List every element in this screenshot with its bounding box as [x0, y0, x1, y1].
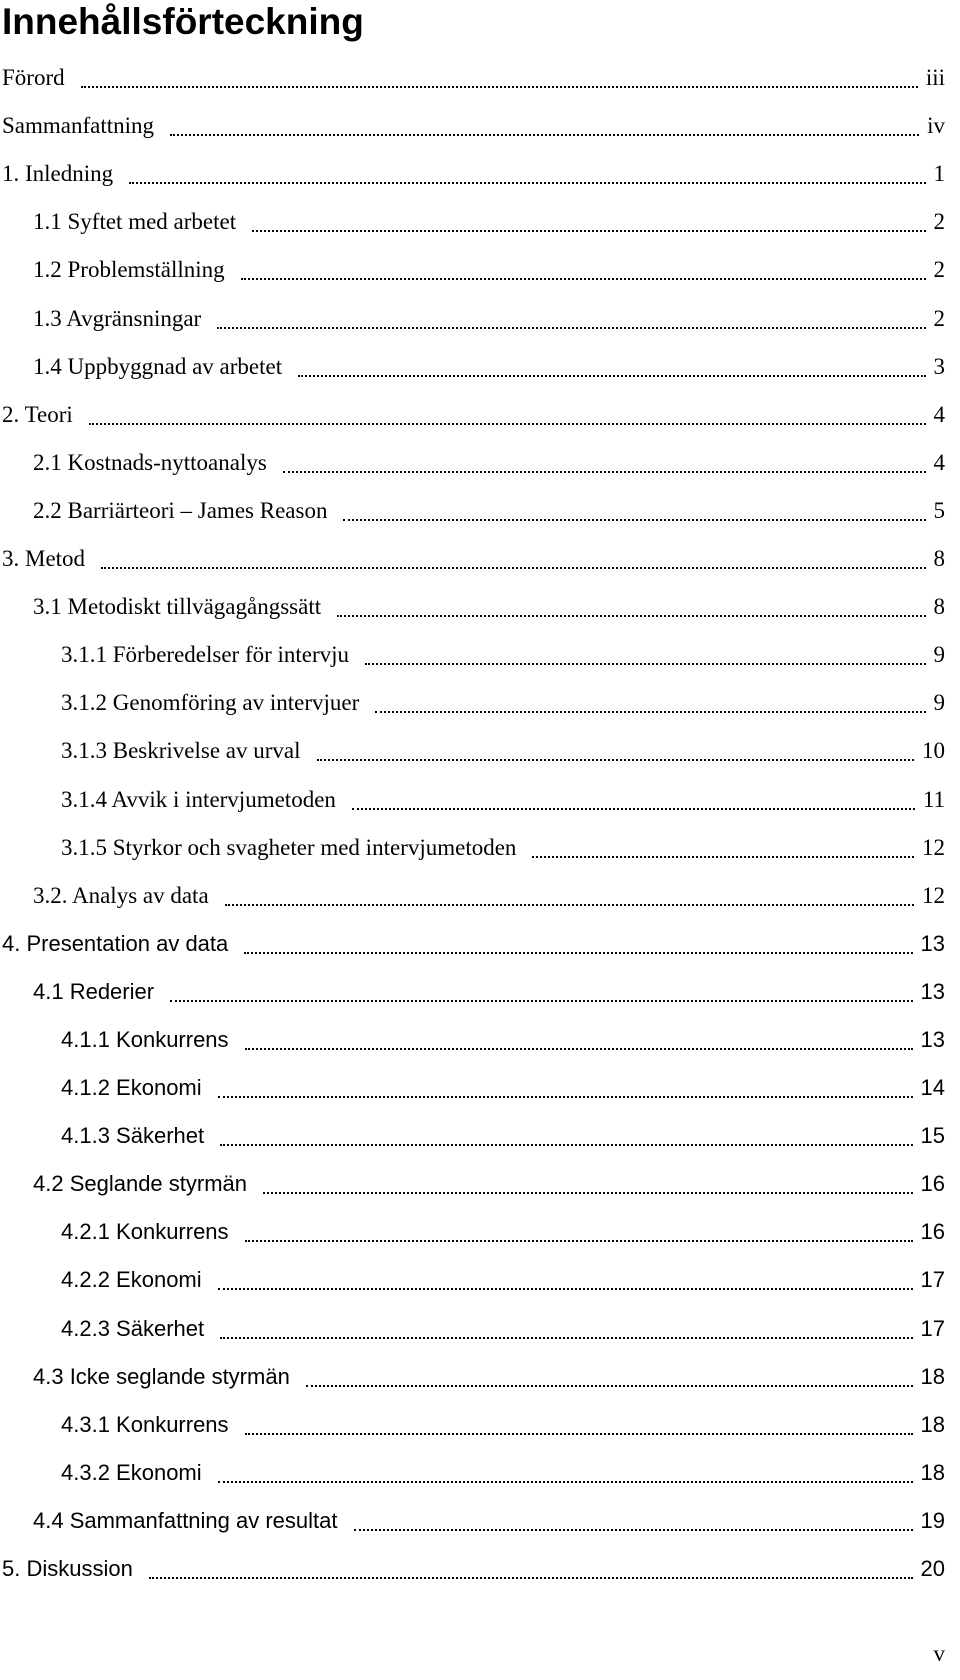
toc-entry[interactable]: [0, 343, 960, 391]
toc-entry-page: 18: [920, 1411, 945, 1437]
toc-entry[interactable]: [0, 439, 960, 487]
toc-entry-title: Sammanfattning: [2, 113, 155, 139]
toc-entry-title: 3.1.2 Genomföring av intervjuer: [61, 690, 360, 716]
toc-entry-page: 1: [933, 161, 945, 187]
toc-entry-title: 4.4 Sammanfattning av resultat: [33, 1507, 338, 1533]
toc-entry-page: 4: [933, 401, 945, 427]
toc-entry-page: 18: [920, 1459, 945, 1485]
toc-leader-dots: [241, 278, 926, 280]
toc-leader-dots: [225, 904, 914, 906]
toc-leader-dots: [129, 182, 925, 184]
toc-entry[interactable]: [0, 1449, 960, 1497]
toc-entry-page: 19: [920, 1507, 945, 1533]
toc-leader-dots: [365, 663, 925, 665]
toc-leader-dots: [89, 423, 926, 425]
toc-entry[interactable]: [0, 1208, 960, 1256]
toc-leader-dots: [532, 856, 914, 858]
toc-entry[interactable]: [0, 1353, 960, 1401]
toc-entry-page: 17: [920, 1267, 945, 1293]
toc-entry-page: 8: [933, 546, 945, 572]
toc-leader-dots: [218, 1288, 913, 1290]
toc-entry-page: 2: [933, 257, 945, 283]
toc-entry[interactable]: [0, 920, 960, 968]
toc-entry-title: 5. Diskussion: [2, 1556, 133, 1581]
toc-entry-page: iv: [927, 113, 945, 139]
toc-entry-page: 11: [922, 786, 945, 812]
toc-entry-title: 2. Teori: [2, 401, 73, 427]
toc-leader-dots: [220, 1144, 912, 1146]
toc-leader-dots: [244, 952, 912, 954]
toc-entry[interactable]: [0, 535, 960, 583]
toc-leader-dots: [375, 711, 925, 713]
toc-entry-page: 2: [933, 305, 945, 331]
toc-entry[interactable]: [0, 968, 960, 1016]
toc-entry-page: 16: [920, 1219, 945, 1245]
toc-entry-title: 4.2.3 Säkerhet: [61, 1315, 205, 1341]
toc-entry-page: 3: [933, 353, 945, 379]
toc-entry[interactable]: [0, 102, 960, 150]
toc-leader-dots: [352, 808, 915, 810]
toc-leader-dots: [252, 230, 925, 232]
toc-entry-title: 4. Presentation av data: [2, 930, 229, 956]
toc-entry-page: 2: [933, 209, 945, 235]
toc-entry-page: 12: [922, 882, 945, 908]
toc-entry-page: 5: [933, 497, 945, 523]
toc-entry[interactable]: [0, 246, 960, 294]
toc-entry-title: 1.3 Avgränsningar: [33, 305, 202, 331]
toc-entry-title: 3.1.3 Beskrivelse av urval: [61, 738, 301, 764]
footer-page-number: v: [933, 1641, 945, 1666]
toc-leader-dots: [101, 567, 925, 569]
toc-entry[interactable]: [0, 1112, 960, 1160]
toc-leader-dots: [220, 1337, 912, 1339]
toc-entry[interactable]: [0, 1064, 960, 1112]
toc-entry[interactable]: [0, 727, 960, 775]
toc-leader-dots: [298, 375, 925, 377]
toc-entry[interactable]: [0, 872, 960, 920]
toc-leader-dots: [354, 1529, 913, 1531]
toc-entry-page: 12: [922, 834, 945, 860]
toc-entry-title: 3.1 Metodiskt tillvägagångssätt: [33, 594, 322, 620]
toc-entry[interactable]: [0, 824, 960, 872]
toc-entry[interactable]: [0, 1016, 960, 1064]
toc-entry[interactable]: [0, 294, 960, 342]
toc-entry-page: 14: [920, 1075, 945, 1101]
toc-list: [0, 54, 960, 1593]
toc-entry-title: Förord: [2, 65, 65, 91]
toc-entry[interactable]: [0, 54, 960, 102]
toc-leader-dots: [170, 1000, 912, 1002]
toc-entry[interactable]: [0, 391, 960, 439]
toc-entry-title: 2.1 Kostnads-nyttoanalys: [33, 449, 267, 475]
toc-entry[interactable]: [0, 583, 960, 631]
toc-entry-title: 1.4 Uppbyggnad av arbetet: [33, 353, 283, 379]
toc-leader-dots: [217, 327, 925, 329]
toc-leader-dots: [343, 519, 925, 521]
toc-entry-page: iii: [925, 65, 945, 91]
toc-heading: Innehållsförteckning: [2, 1, 364, 42]
toc-entry[interactable]: [0, 1497, 960, 1545]
toc-entry-page: 18: [920, 1363, 945, 1389]
toc-entry-title: 4.2.2 Ekonomi: [61, 1267, 202, 1293]
toc-entry-title: 4.1 Rederier: [33, 978, 155, 1004]
toc-entry-title: 4.2.1 Konkurrens: [61, 1219, 229, 1245]
toc-leader-dots: [170, 134, 919, 136]
toc-entry-title: 4.3.1 Konkurrens: [61, 1411, 229, 1437]
toc-leader-dots: [245, 1433, 913, 1435]
toc-entry-page: 20: [920, 1556, 945, 1581]
toc-entry[interactable]: [0, 631, 960, 679]
toc-leader-dots: [218, 1481, 913, 1483]
toc-entry-title: 3.1.1 Förberedelser för intervju: [61, 642, 350, 668]
toc-entry-title: 1.1 Syftet med arbetet: [33, 209, 237, 235]
toc-leader-dots: [283, 471, 926, 473]
toc-leader-dots: [149, 1577, 913, 1579]
toc-entry-page: 13: [920, 978, 945, 1004]
toc-entry[interactable]: [0, 679, 960, 727]
toc-entry-page: 4: [933, 449, 945, 475]
toc-entry-page: 16: [920, 1171, 945, 1197]
toc-entry-title: 3. Metod: [2, 546, 86, 572]
toc-entry-title: 4.1.1 Konkurrens: [61, 1026, 229, 1052]
toc-entry[interactable]: [0, 1160, 960, 1208]
toc-entry-title: 4.1.2 Ekonomi: [61, 1075, 202, 1101]
toc-entry-title: 3.1.5 Styrkor och svagheter med intervjumetoden: [61, 834, 517, 860]
toc-entry-title: 4.1.3 Säkerhet: [61, 1123, 205, 1149]
toc-entry-title: 3.2. Analys av data: [33, 882, 209, 908]
toc-entry-title: 1.2 Problemställning: [33, 257, 225, 283]
toc-entry[interactable]: [0, 1545, 960, 1593]
toc-leader-dots: [245, 1048, 913, 1050]
toc-entry-title: 4.2 Seglande styrmän: [33, 1171, 248, 1197]
toc-entry-title: 1. Inledning: [2, 161, 114, 187]
toc-entry-page: 13: [920, 930, 945, 956]
toc-entry-page: 10: [922, 738, 945, 764]
toc-entry-title: 4.3 Icke seglande styrmän: [33, 1363, 290, 1389]
toc-entry[interactable]: [0, 1401, 960, 1449]
toc-leader-dots: [245, 1240, 913, 1242]
toc-entry-page: 9: [933, 690, 945, 716]
toc-leader-dots: [317, 759, 914, 761]
toc-entry-page: 13: [920, 1026, 945, 1052]
toc-entry-page: 17: [920, 1315, 945, 1341]
toc-leader-dots: [306, 1385, 913, 1387]
toc-entry[interactable]: [0, 198, 960, 246]
toc-entry[interactable]: [0, 1304, 960, 1352]
toc-leader-dots: [263, 1192, 912, 1194]
toc-entry[interactable]: [0, 487, 960, 535]
toc-entry[interactable]: [0, 150, 960, 198]
toc-entry[interactable]: [0, 1256, 960, 1304]
toc-leader-dots: [337, 615, 925, 617]
toc-entry-page: 15: [920, 1123, 945, 1149]
toc-leader-dots: [218, 1096, 913, 1098]
toc-entry-page: 8: [933, 594, 945, 620]
toc-entry-title: 2.2 Barriärteori – James Reason: [33, 497, 328, 523]
toc-entry-title: 3.1.4 Avvik i intervjumetoden: [61, 786, 336, 812]
toc-leader-dots: [81, 86, 918, 88]
toc-entry-title: 4.3.2 Ekonomi: [61, 1459, 202, 1485]
toc-entry[interactable]: [0, 775, 960, 823]
toc-entry-page: 9: [933, 642, 945, 668]
